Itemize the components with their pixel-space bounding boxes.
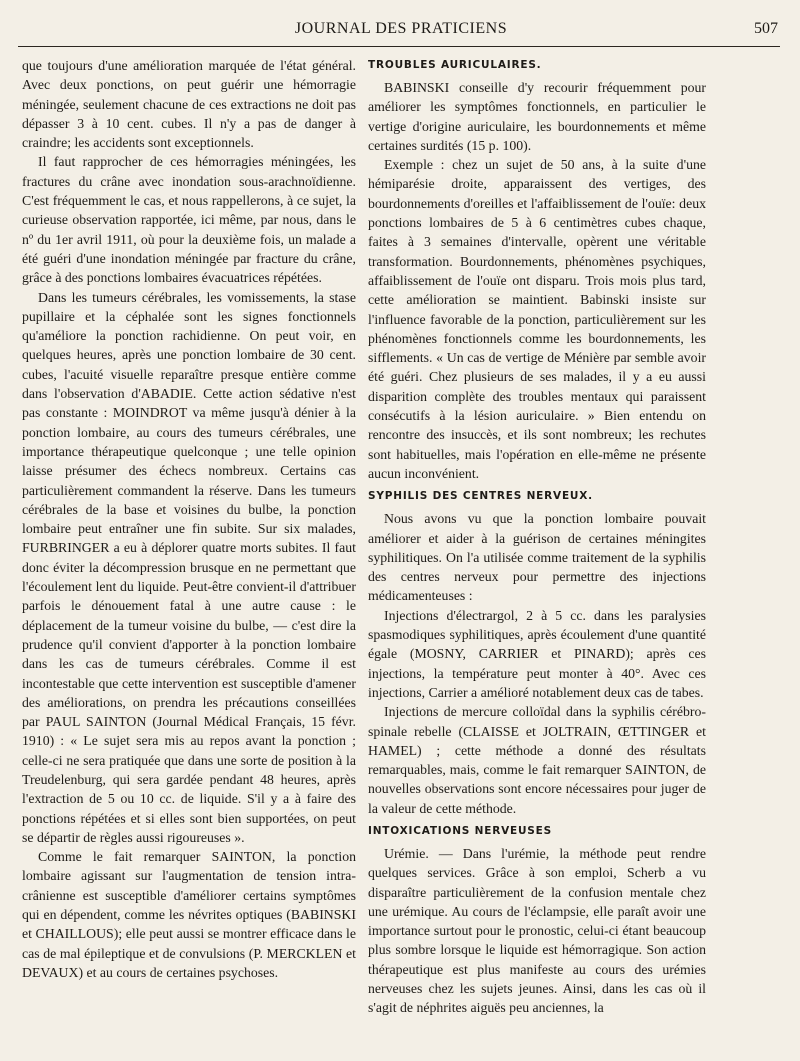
paragraph-example: Exemple : chez un sujet de 50 ans, à la suite d'une hémiparésie droite, apparaissent des vertiges, des bourdonnements d'oreilles et l'affaiblissement de l'ouïe: deux ponctions lombaires de 5 à 6 centimètres cubes chaque, faites à 3 semaines d'intervalle, opèrent une véritable transformation. Bourdonnements, phénomènes psychiques, affaiblissement de l'ouïe ont disparu. Trois mois plus tard, cette amélioration se maintient. Babinski insiste sur l'influence favorable de la ponction, particulièrement sur les phénomènes fonctionnels comme les bourdonnements, les sifflements. « Un cas de vertige de Ménière par semble avoir été guéri. Chez plusieurs de ses malades, il y a eu aussi disparition complète des troubles mentaux qui paraissent consécutifs à la lésion auriculaire. » Bien entendu on rencontre des insuccès, et ils sont nombreux; les rechutes sont habituelles, mais l'opération en elle-même ne présente aucun inconvénient. [368, 157, 706, 481]
paragraph-brain-tumors: Dans les tumeurs cérébrales, les vomissements, la stase pupillaire et la céphalée sont les signes fonctionnels qu'améliore la ponction rachidienne. On peut voir, en quelques heures, après une ponction lombaire de 30 cent. cubes, l'acuité visuelle reparaître presque entière comme dans l'observation d'ABADIE. Cette action sédative n'est pas constante : MOINDROT va même jusqu'à dénier à la ponction lombaire, au cours des tumeurs cérébrales, une importance thérapeutique quelconque ; une telle opinion laisse présumer des échecs nombreux. Certains cas particulièrement commandent la réserve. Dans les tumeurs cérébrales de la base et voisines du bulbe, la ponction lombaire peut entraîner une fin subite. Sur six malades, FURBRINGER a eu à déplorer quatre morts subites. Il faut donc éviter la décompression brusque en ne permettant que l'écoulement lent du liquide. Peut-être convient-il d'attribuer parfois le dénouement fatal à une autre cause : le déplacement de la tumeur voisine du bulbe, — c'est dire la prudence qu'il convient d'apporter à la ponction lombaire dans les cas de tumeurs cérébrales. Comme il est incontestable que cette intervention est susceptible d'amener des améliorations, on prendra les précautions conseillées par PAUL SAINTON (Journal Médical Français, 15 févr. 1910) : « Le sujet sera mis au repos avant la ponction ; celle-ci ne sera pratiquée que dans une sorte de position à la Treudelenburg, qui sera gardée pendant 48 heures, après l'extraction de 5 ou 10 cc. de liquide. S'il y a à faire des ponctions répétées et si elles sont bien supportées, on peut se départir de règles aussi rigoureuses ». [22, 289, 356, 845]
paragraph-uremie: Urémie. — Dans l'urémie, la méthode peut rendre quelques services. Grâce à son emploi, Scherb a vu disparaître particulièrement de la confusion mentale chez une urémique. Au cours de l'éclampsie, elle paraît avoir une importance surtout pour le pronostic, celui-ci étant beaucoup plus sombre lorsque le liquide est hémorragique. Son action thérapeutique est plus manifeste au cours des urémies nerveuses chez les sujets jeunes. Ainsi, dans les cas où il s'agit de néphrites aiguës peu anciennes, la [368, 845, 706, 1016]
left-column [22, 56, 356, 980]
heading-syphilis: SYPHILIS DES CENTRES NERVEUX. [368, 490, 593, 503]
paragraph-skull-fractures: Il faut rapprocher de ces hémorragies méningées, les fractures du crâne avec inondation sous-arachnoïdienne. C'est fréquemment le cas, et nous rappellerons, à ce sujet, la curieuse observation rapportée, ici même, par nous, dans le nº du 1er avril 1911, où pour la deuxième fois, un malade a été guéri d'une inondation méningée par fracture du crâne, grâce à des ponctions lombaires évacuatrices répétées. [22, 154, 356, 286]
paragraph-electrargol: Injections d'électrargol, 2 à 5 cc. dans les paralysies spasmodiques syphilitiques, après écoulement d'une quantité égale (MOSNY, CARRIER et PINARD); après ces injections, la température peut monter à 40°. Avec ces injections, Carrier a amélioré notablement deux cas de tabes. [368, 607, 706, 700]
paragraph-mercure-colloidal: Injections de mercure colloïdal dans la syphilis cérébro-spinale rebelle (CLAISSE et JOLTRAIN, ŒTTINGER et HAMEL) ; cette méthode a donné des résultats remarquables, mais, comme le fait remarquer SAINTON, de nouvelles observations sont encore nécessaires pour juger de la valeur de cette méthode. [368, 704, 706, 816]
header-rule [18, 46, 780, 47]
paragraph-sainton-remark: Comme le fait remarquer SAINTON, la ponction lombaire agissant sur l'augmentation de tension intra-crânienne est susceptible d'améliorer certains symptômes qui en dépendent, comme les névrites optiques (BABINSKI et CHAILLOUS); elle peut aussi se montrer efficace dans le cas de mal épileptique et de convulsions (P. MERCKLEN et DEVAUX) et au cours de certaines psychoses. [22, 849, 356, 980]
heading-intoxications: INTOXICATIONS NERVEUSES [368, 824, 552, 837]
journal-title: JOURNAL DES PRATICIENS [294, 20, 508, 37]
paragraph-hemorrhage-continued: que toujours d'une amélioration marquée de l'état général. Avec deux ponctions, on peut guérir une hémorragie méningée, seulement chacune de ces extractions ne doit pas dépasser 3 à 10 cent. cubes. Il n'y a pas de danger à craindre; les accidents sont exceptionnels. [22, 58, 356, 151]
heading-troubles-auriculaires: TROUBLES AURICULAIRES. [368, 59, 542, 71]
paragraph-babinski: BABINSKI conseille d'y recourir fréquemment pour améliorer les symptômes fonctionnels, en particulier le vertige d'origine auriculaire, les bourdonnements et même certaines surdités (15 p. 100). [368, 80, 706, 153]
page-header [22, 18, 780, 46]
paragraph-syphilis-intro: Nous avons vu que la ponction lombaire pouvait améliorer et aider à la guérison de certaines méningites syphilitiques. On l'a utilisée comme traitement de la syphilis des centres nerveux pour permettre des injections médicamenteuses : [368, 511, 706, 604]
right-column [368, 56, 706, 1016]
page-number: 507 [754, 20, 778, 37]
